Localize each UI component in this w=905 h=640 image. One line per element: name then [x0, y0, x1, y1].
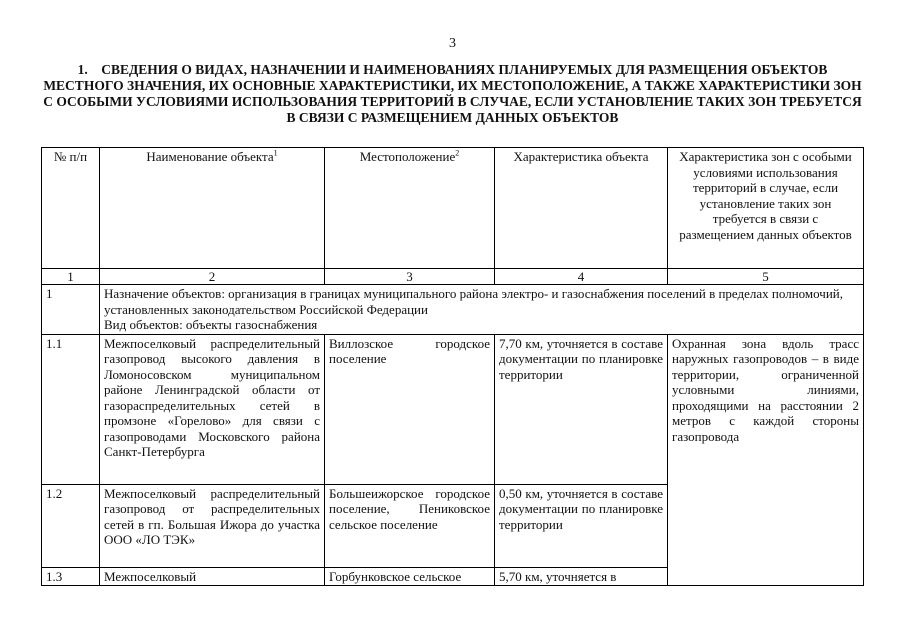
zone-characteristic: Охранная зона вдоль трасс наружных газопроводов – в виде территории, ограниченной условными линиями, проходящими на расстоянии 2 метров с каждой стороны газопровода [668, 334, 864, 586]
table-header-row [42, 148, 864, 269]
object-location: Горбунковское сельское [325, 567, 495, 586]
column-number: 3 [325, 269, 495, 285]
column-number-row [42, 269, 864, 285]
row-number: 1.3 [42, 567, 100, 586]
section-title: СВЕДЕНИЯ О ВИДАХ, НАЗНАЧЕНИИ И НАИМЕНОВАНИЯХ ПЛАНИРУЕМЫХ ДЛЯ РАЗМЕЩЕНИЯ ОБЪЕКТОВ МЕСТНОГО ЗНАЧЕНИЯ, ИХ ОСНОВНЫЕ ХАРАКТЕРИСТИКИ, ИХ МЕСТОПОЛОЖЕНИЕ, А ТАКЖЕ ХАРАКТЕРИСТИКИ ЗОН С ОСОБЫМИ УСЛОВИЯМИ ИСПОЛЬЗОВАНИЯ ТЕРРИТОРИЙ В СЛУЧАЕ, ЕСЛИ УСТАНОВЛЕНИЕ ТАКИХ ЗОН ТРЕБУЕТСЯ В СВЯЗИ С РАЗМЕЩЕНИЕМ ДАННЫХ ОБЪЕКТОВ [43, 62, 862, 125]
object-name: Межпоселковый [100, 567, 325, 586]
page-number: 3 [449, 36, 456, 51]
header-cell: № п/п [42, 148, 100, 269]
section-heading [40, 62, 865, 126]
column-number: 5 [668, 269, 864, 285]
facilities-table [41, 147, 864, 586]
column-number: 1 [42, 269, 100, 285]
object-characteristic: 7,70 км, уточняется в составе документации по планировке территории [495, 334, 668, 484]
object-location: Большеижорское городское поселение, Пениковское сельское поселение [325, 484, 495, 567]
object-name: Межпоселковый распределительный газопровод от распределительных сетей в гп. Большая Ижора до участка ООО «ЛО ТЭК» [100, 484, 325, 567]
group-number: 1 [42, 285, 100, 335]
group-description [100, 285, 864, 335]
header-cell: Характеристика зон с особыми условиями использования территорий в случае, если установление таких зон требуется в связи с размещением данных объектов [668, 148, 864, 269]
header-cell: Наименование объекта$^1$ [100, 148, 325, 269]
header-cell: Местоположение$^2$ [325, 148, 495, 269]
column-number: 4 [495, 269, 668, 285]
group-row [42, 285, 864, 335]
object-characteristic: 5,70 км, уточняется в [495, 567, 668, 586]
object-name: Межпоселковый распределительный газопровод высокого давления в Ломоносовском муниципальном районе Ленинградской области от газораспределительных сетей в промзоне «Горелово» для связи с газопроводами Московского района Санкт-Петербурга [100, 334, 325, 484]
object-characteristic: 0,50 км, уточняется в составе документации по планировке территории [495, 484, 668, 567]
column-number: 2 [100, 269, 325, 285]
header-cell: Характеристика объекта [495, 148, 668, 269]
table-row [42, 334, 864, 484]
row-number: 1.2 [42, 484, 100, 567]
group-purpose: Назначение объектов: организация в границах муниципального района электро- и газоснабжения поселений в пределах полномочий, установленных законодательством Российской Федерации [104, 286, 843, 317]
object-location: Виллозское городское поселение [325, 334, 495, 484]
section-number: 1. [77, 62, 88, 77]
group-kind: Вид объектов: объекты газоснабжения [104, 317, 318, 332]
row-number: 1.1 [42, 334, 100, 484]
